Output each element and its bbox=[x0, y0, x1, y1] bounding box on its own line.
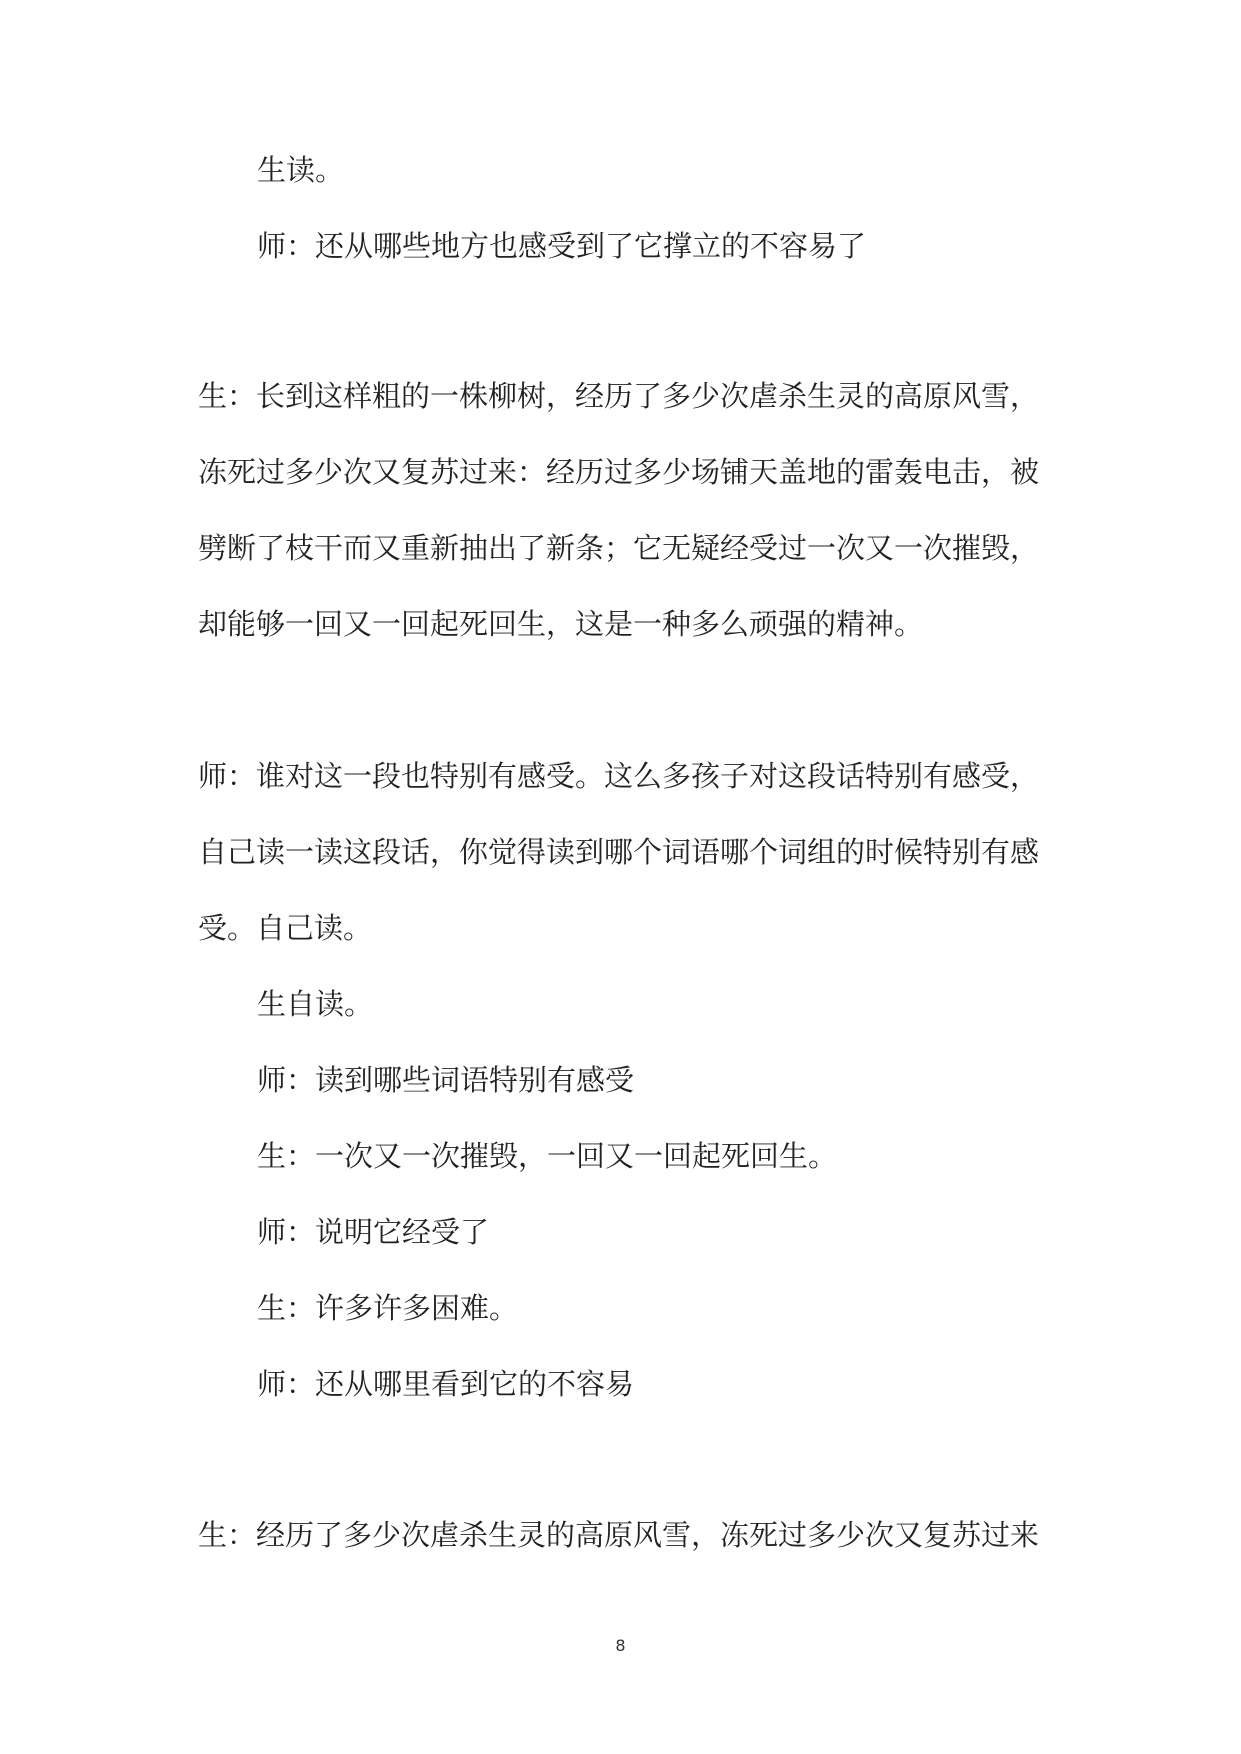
text-line: 冻死过多少次又复苏过来：经历过多少场铺天盖地的雷轰电击，被 bbox=[198, 455, 1040, 489]
text-line: 生：经历了多少次虐杀生灵的高原风雪，冻死过多少次又复苏过来 bbox=[198, 1518, 1040, 1552]
text-line: 师：谁对这一段也特别有感受。这么多孩子对这段话特别有感受， bbox=[198, 759, 1040, 793]
text-line: 受。自己读。 bbox=[198, 911, 373, 945]
text-line: 生自读。 bbox=[257, 987, 374, 1021]
text-line: 师：说明它经受了 bbox=[257, 1215, 490, 1249]
text-line: 生：一次又一次摧毁，一回又一回起死回生。 bbox=[257, 1139, 838, 1173]
text-line: 自己读一读这段话，你觉得读到哪个词语哪个词组的时候特别有感 bbox=[198, 835, 1040, 869]
text-line: 师：还从哪些地方也感受到了它撑立的不容易了 bbox=[257, 229, 867, 263]
text-line: 却能够一回又一回起死回生，这是一种多么顽强的精神。 bbox=[198, 607, 924, 641]
text-line: 师：读到哪些词语特别有感受 bbox=[257, 1063, 635, 1097]
page-number: 8 bbox=[615, 1636, 626, 1655]
text-line: 劈断了枝干而又重新抽出了新条；它无疑经受过一次又一次摧毁， bbox=[198, 531, 1040, 565]
text-line: 生：长到这样粗的一株柳树，经历了多少次虐杀生灵的高原风雪， bbox=[198, 379, 1040, 413]
text-line: 生读。 bbox=[257, 153, 345, 187]
text-line: 师：还从哪里看到它的不容易 bbox=[257, 1367, 635, 1401]
text-line: 生：许多许多困难。 bbox=[257, 1291, 519, 1325]
